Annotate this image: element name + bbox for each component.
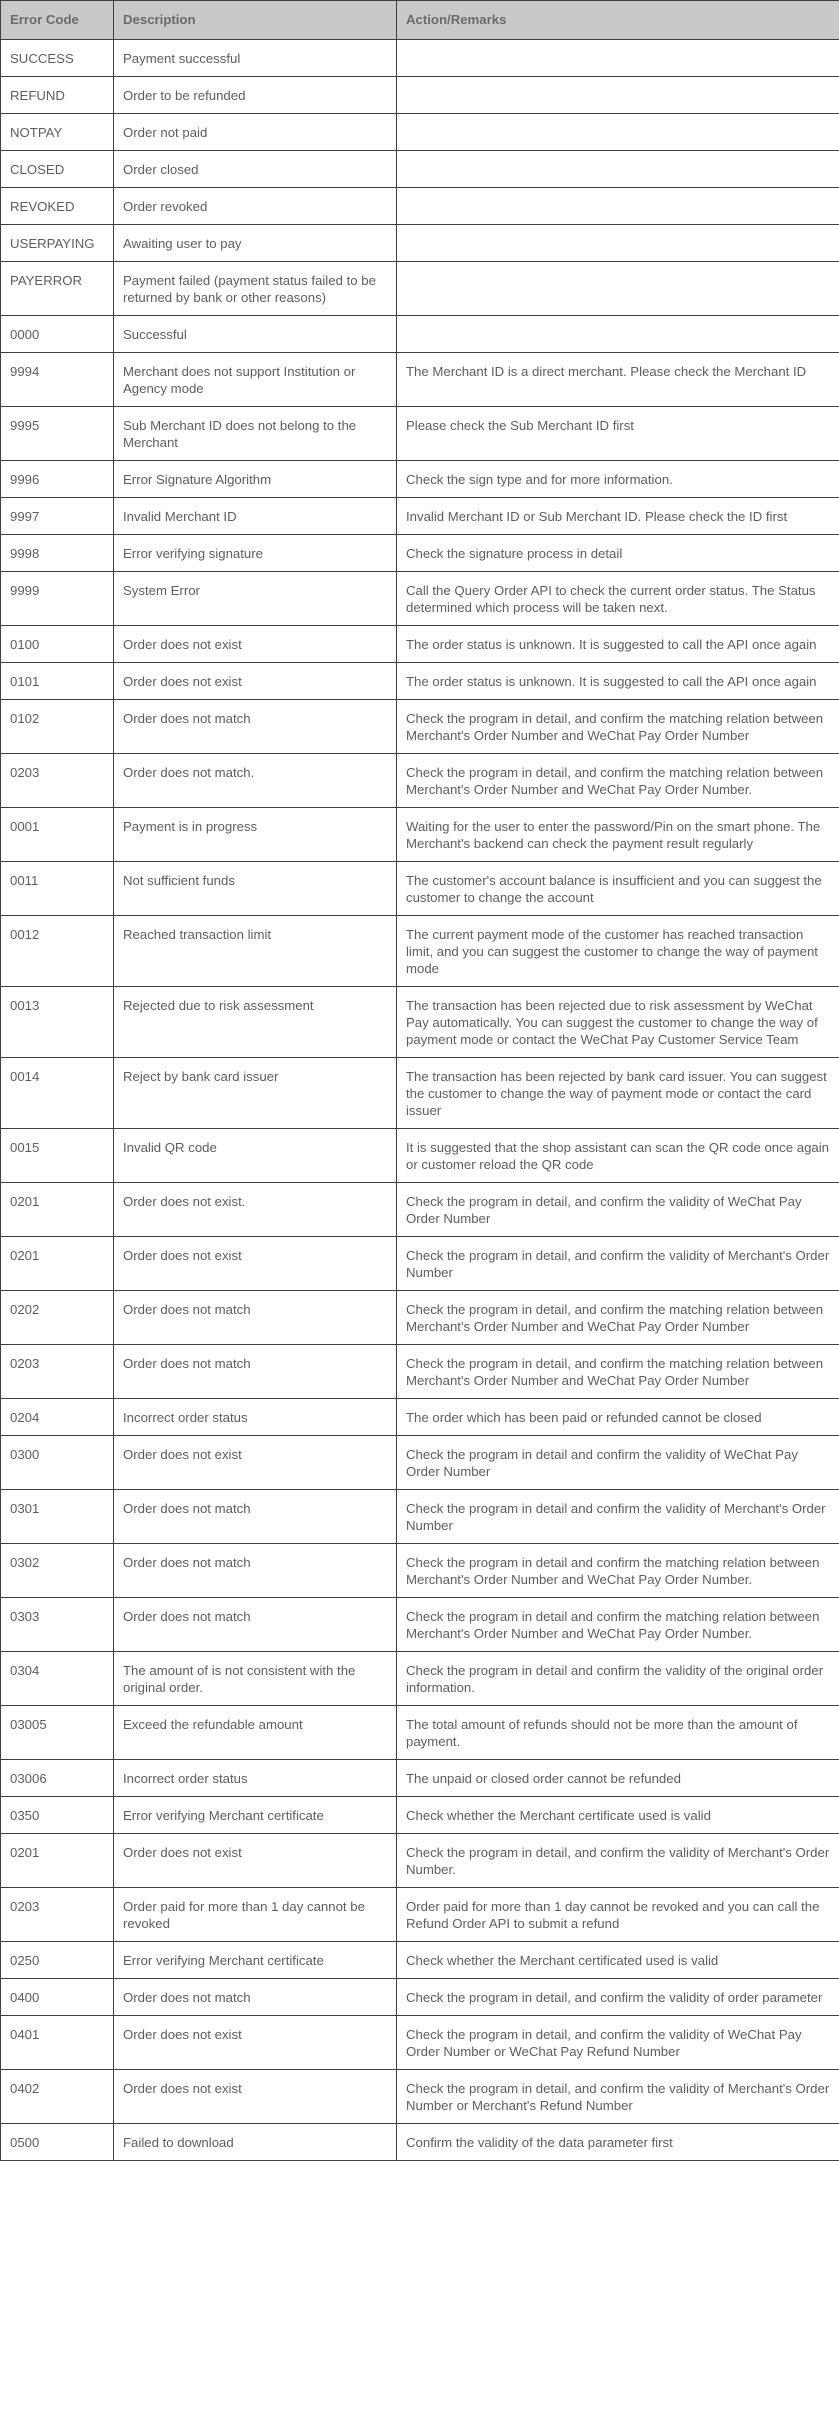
action-remarks-cell [397,114,839,151]
description-cell: Error Signature Algorithm [114,461,397,498]
table-row [1,535,839,572]
table-row [1,316,839,353]
table-row [1,1888,839,1942]
action-remarks-cell: Check the program in detail and confirm the validity of the original order information. [397,1652,839,1706]
action-remarks-cell: Order paid for more than 1 day cannot be revoked and you can call the Refund Order API to submit a refund [397,1888,839,1942]
error-code-cell: 0350 [1,1797,114,1834]
error-code-cell: 0102 [1,700,114,754]
action-remarks-cell: The customer's account balance is insufficient and you can suggest the customer to change the account [397,862,839,916]
description-cell: The amount of is not consistent with the original order. [114,1652,397,1706]
action-remarks-cell: Check the program in detail, and confirm the validity of Merchant's Order Number or Merchant's Refund Number [397,2070,839,2124]
table-row [1,225,839,262]
description-cell: Invalid QR code [114,1129,397,1183]
description-cell: Rejected due to risk assessment [114,987,397,1058]
header-row [1,1,839,40]
action-remarks-cell [397,151,839,188]
table-row [1,572,839,626]
action-remarks-cell: Check the program in detail and confirm the validity of Merchant's Order Number [397,1490,839,1544]
table-row [1,353,839,407]
description-cell: Exceed the refundable amount [114,1706,397,1760]
error-code-cell: 03006 [1,1760,114,1797]
table-row [1,151,839,188]
description-cell: Order to be refunded [114,77,397,114]
table-row [1,2124,839,2161]
table-row [1,1706,839,1760]
table-row [1,262,839,316]
description-cell: Order does not exist [114,663,397,700]
description-cell: Order does not match [114,1291,397,1345]
description-cell: Order does not match [114,1345,397,1399]
description-cell: Error verifying Merchant certificate [114,1942,397,1979]
action-remarks-cell: The Merchant ID is a direct merchant. Please check the Merchant ID [397,353,839,407]
description-cell: Payment is in progress [114,808,397,862]
error-code-cell: 0500 [1,2124,114,2161]
table-header [1,1,839,40]
action-remarks-cell: The total amount of refunds should not be more than the amount of payment. [397,1706,839,1760]
description-cell: Order does not exist [114,1436,397,1490]
description-cell: Merchant does not support Institution or Agency mode [114,353,397,407]
table-row [1,808,839,862]
action-remarks-cell: Check the signature process in detail [397,535,839,572]
action-remarks-cell: Confirm the validity of the data parameter first [397,2124,839,2161]
error-code-cell: USERPAYING [1,225,114,262]
table-row [1,1291,839,1345]
error-code-cell: 0303 [1,1598,114,1652]
action-remarks-cell: Check the program in detail, and confirm the validity of Merchant's Order Number [397,1237,839,1291]
table-row [1,1237,839,1291]
description-cell: Not sufficient funds [114,862,397,916]
action-remarks-cell: Check the program in detail, and confirm the matching relation between Merchant's Order Number and WeChat Pay Order Number [397,1345,839,1399]
description-cell: Awaiting user to pay [114,225,397,262]
error-code-cell: 0250 [1,1942,114,1979]
table-row [1,1345,839,1399]
error-code-cell: REFUND [1,77,114,114]
action-remarks-cell: Check the program in detail and confirm the matching relation between Merchant's Order Number and WeChat Pay Order Number. [397,1544,839,1598]
table-row [1,626,839,663]
error-code-cell: 0011 [1,862,114,916]
action-remarks-cell: Check the program in detail, and confirm the validity of WeChat Pay Order Number [397,1183,839,1237]
error-code-cell: 0304 [1,1652,114,1706]
error-code-cell: 0014 [1,1058,114,1129]
header-action-remarks: Action/Remarks [397,1,839,40]
table-row [1,1942,839,1979]
action-remarks-cell: The current payment mode of the customer has reached transaction limit, and you can suggest the customer to change the way of payment mode [397,916,839,987]
action-remarks-cell: Invalid Merchant ID or Sub Merchant ID. Please check the ID first [397,498,839,535]
table-row [1,1760,839,1797]
error-code-cell: 0201 [1,1834,114,1888]
description-cell: Order does not exist [114,2070,397,2124]
table-row [1,1058,839,1129]
table-row [1,1652,839,1706]
description-cell: Reject by bank card issuer [114,1058,397,1129]
description-cell: Order does not match [114,1598,397,1652]
description-cell: Order does not exist. [114,1183,397,1237]
description-cell: Error verifying signature [114,535,397,572]
action-remarks-cell: Check the program in detail, and confirm the matching relation between Merchant's Order Number and WeChat Pay Order Number [397,700,839,754]
error-code-cell: 0203 [1,1888,114,1942]
error-code-cell: 0000 [1,316,114,353]
error-code-cell: 0015 [1,1129,114,1183]
table-row [1,663,839,700]
description-cell: Payment failed (payment status failed to be returned by bank or other reasons) [114,262,397,316]
error-code-cell: 0012 [1,916,114,987]
error-code-cell: 0001 [1,808,114,862]
description-cell: Order does not exist [114,2016,397,2070]
action-remarks-cell: Check whether the Merchant certificate used is valid [397,1797,839,1834]
table-row [1,407,839,461]
header-error-code: Error Code [1,1,114,40]
error-code-cell: 0202 [1,1291,114,1345]
description-cell: Order paid for more than 1 day cannot be revoked [114,1888,397,1942]
description-cell: Incorrect order status [114,1399,397,1436]
error-code-cell: 0203 [1,754,114,808]
description-cell: Order does not exist [114,1237,397,1291]
action-remarks-cell: The transaction has been rejected by bank card issuer. You can suggest the customer to change the way of payment mode or contact the card issuer [397,1058,839,1129]
action-remarks-cell: The order status is unknown. It is suggested to call the API once again [397,663,839,700]
error-code-cell: 0302 [1,1544,114,1598]
description-cell: Failed to download [114,2124,397,2161]
table-row [1,1544,839,1598]
description-cell: Incorrect order status [114,1760,397,1797]
action-remarks-cell: Check the program in detail and confirm the matching relation between Merchant's Order Number and WeChat Pay Order Number. [397,1598,839,1652]
description-cell: Order does not match [114,1979,397,2016]
description-cell: Order closed [114,151,397,188]
table-row [1,77,839,114]
error-code-cell: 0201 [1,1183,114,1237]
action-remarks-cell: Check the sign type and for more information. [397,461,839,498]
action-remarks-cell: It is suggested that the shop assistant can scan the QR code once again or customer reload the QR code [397,1129,839,1183]
action-remarks-cell: The order status is unknown. It is suggested to call the API once again [397,626,839,663]
table-row [1,862,839,916]
action-remarks-cell [397,188,839,225]
error-code-cell: 9995 [1,407,114,461]
table-row [1,1797,839,1834]
error-code-cell: 0203 [1,1345,114,1399]
action-remarks-cell [397,40,839,77]
error-code-cell: 0301 [1,1490,114,1544]
action-remarks-cell: Check the program in detail, and confirm the validity of order parameter [397,1979,839,2016]
description-cell: System Error [114,572,397,626]
action-remarks-cell: Check whether the Merchant certificated used is valid [397,1942,839,1979]
error-code-cell: CLOSED [1,151,114,188]
table-row [1,700,839,754]
action-remarks-cell [397,316,839,353]
description-cell: Invalid Merchant ID [114,498,397,535]
description-cell: Order does not match. [114,754,397,808]
table-body [1,40,839,2161]
error-code-cell: 0401 [1,2016,114,2070]
table-row [1,916,839,987]
error-code-cell: 03005 [1,1706,114,1760]
description-cell: Order does not match [114,1544,397,1598]
table-row [1,1183,839,1237]
action-remarks-cell: Check the program in detail, and confirm the matching relation between Merchant's Order Number and WeChat Pay Order Number [397,1291,839,1345]
error-code-cell: 9996 [1,461,114,498]
description-cell: Reached transaction limit [114,916,397,987]
error-code-cell: 0100 [1,626,114,663]
table-row [1,987,839,1058]
description-cell: Order does not match [114,700,397,754]
table-row [1,498,839,535]
table-row [1,188,839,225]
header-description: Description [114,1,397,40]
error-code-cell: 0201 [1,1237,114,1291]
table-row [1,2070,839,2124]
error-code-cell: SUCCESS [1,40,114,77]
description-cell: Order does not match [114,1490,397,1544]
table-row [1,754,839,808]
action-remarks-cell: Call the Query Order API to check the current order status. The Status determined which process will be taken next. [397,572,839,626]
action-remarks-cell: Waiting for the user to enter the password/Pin on the smart phone. The Merchant's backend can check the payment result regularly [397,808,839,862]
error-code-cell: REVOKED [1,188,114,225]
table-row [1,1598,839,1652]
table-row [1,2016,839,2070]
error-code-cell: 0400 [1,1979,114,2016]
action-remarks-cell: Check the program in detail, and confirm the validity of WeChat Pay Order Number or WeChat Pay Refund Number [397,2016,839,2070]
error-code-cell: 9994 [1,353,114,407]
table-row [1,1129,839,1183]
error-code-cell: 9998 [1,535,114,572]
table-row [1,1979,839,2016]
error-code-cell: 0204 [1,1399,114,1436]
action-remarks-cell: The order which has been paid or refunded cannot be closed [397,1399,839,1436]
table-row [1,1436,839,1490]
error-code-cell: 9997 [1,498,114,535]
error-code-cell: PAYERROR [1,262,114,316]
error-code-cell: 0402 [1,2070,114,2124]
action-remarks-cell [397,77,839,114]
description-cell: Order not paid [114,114,397,151]
error-code-cell: 9999 [1,572,114,626]
action-remarks-cell: The unpaid or closed order cannot be refunded [397,1760,839,1797]
action-remarks-cell [397,262,839,316]
description-cell: Sub Merchant ID does not belong to the Merchant [114,407,397,461]
action-remarks-cell: Please check the Sub Merchant ID first [397,407,839,461]
error-code-cell: NOTPAY [1,114,114,151]
description-cell: Payment successful [114,40,397,77]
description-cell: Order revoked [114,188,397,225]
error-code-cell: 0101 [1,663,114,700]
action-remarks-cell: The transaction has been rejected due to risk assessment by WeChat Pay automatically. You can suggest the customer to change the way of payment mode or contact the WeChat Pay Customer Service Team [397,987,839,1058]
table-row [1,1834,839,1888]
action-remarks-cell: Check the program in detail, and confirm the matching relation between Merchant's Order Number and WeChat Pay Order Number. [397,754,839,808]
action-remarks-cell: Check the program in detail, and confirm the validity of Merchant's Order Number. [397,1834,839,1888]
error-code-cell: 0300 [1,1436,114,1490]
action-remarks-cell [397,225,839,262]
description-cell: Order does not exist [114,626,397,663]
action-remarks-cell: Check the program in detail and confirm the validity of WeChat Pay Order Number [397,1436,839,1490]
table-row [1,1399,839,1436]
table-row [1,40,839,77]
description-cell: Successful [114,316,397,353]
table-row [1,1490,839,1544]
table-row [1,461,839,498]
table-row [1,114,839,151]
description-cell: Order does not exist [114,1834,397,1888]
description-cell: Error verifying Merchant certificate [114,1797,397,1834]
error-code-cell: 0013 [1,987,114,1058]
